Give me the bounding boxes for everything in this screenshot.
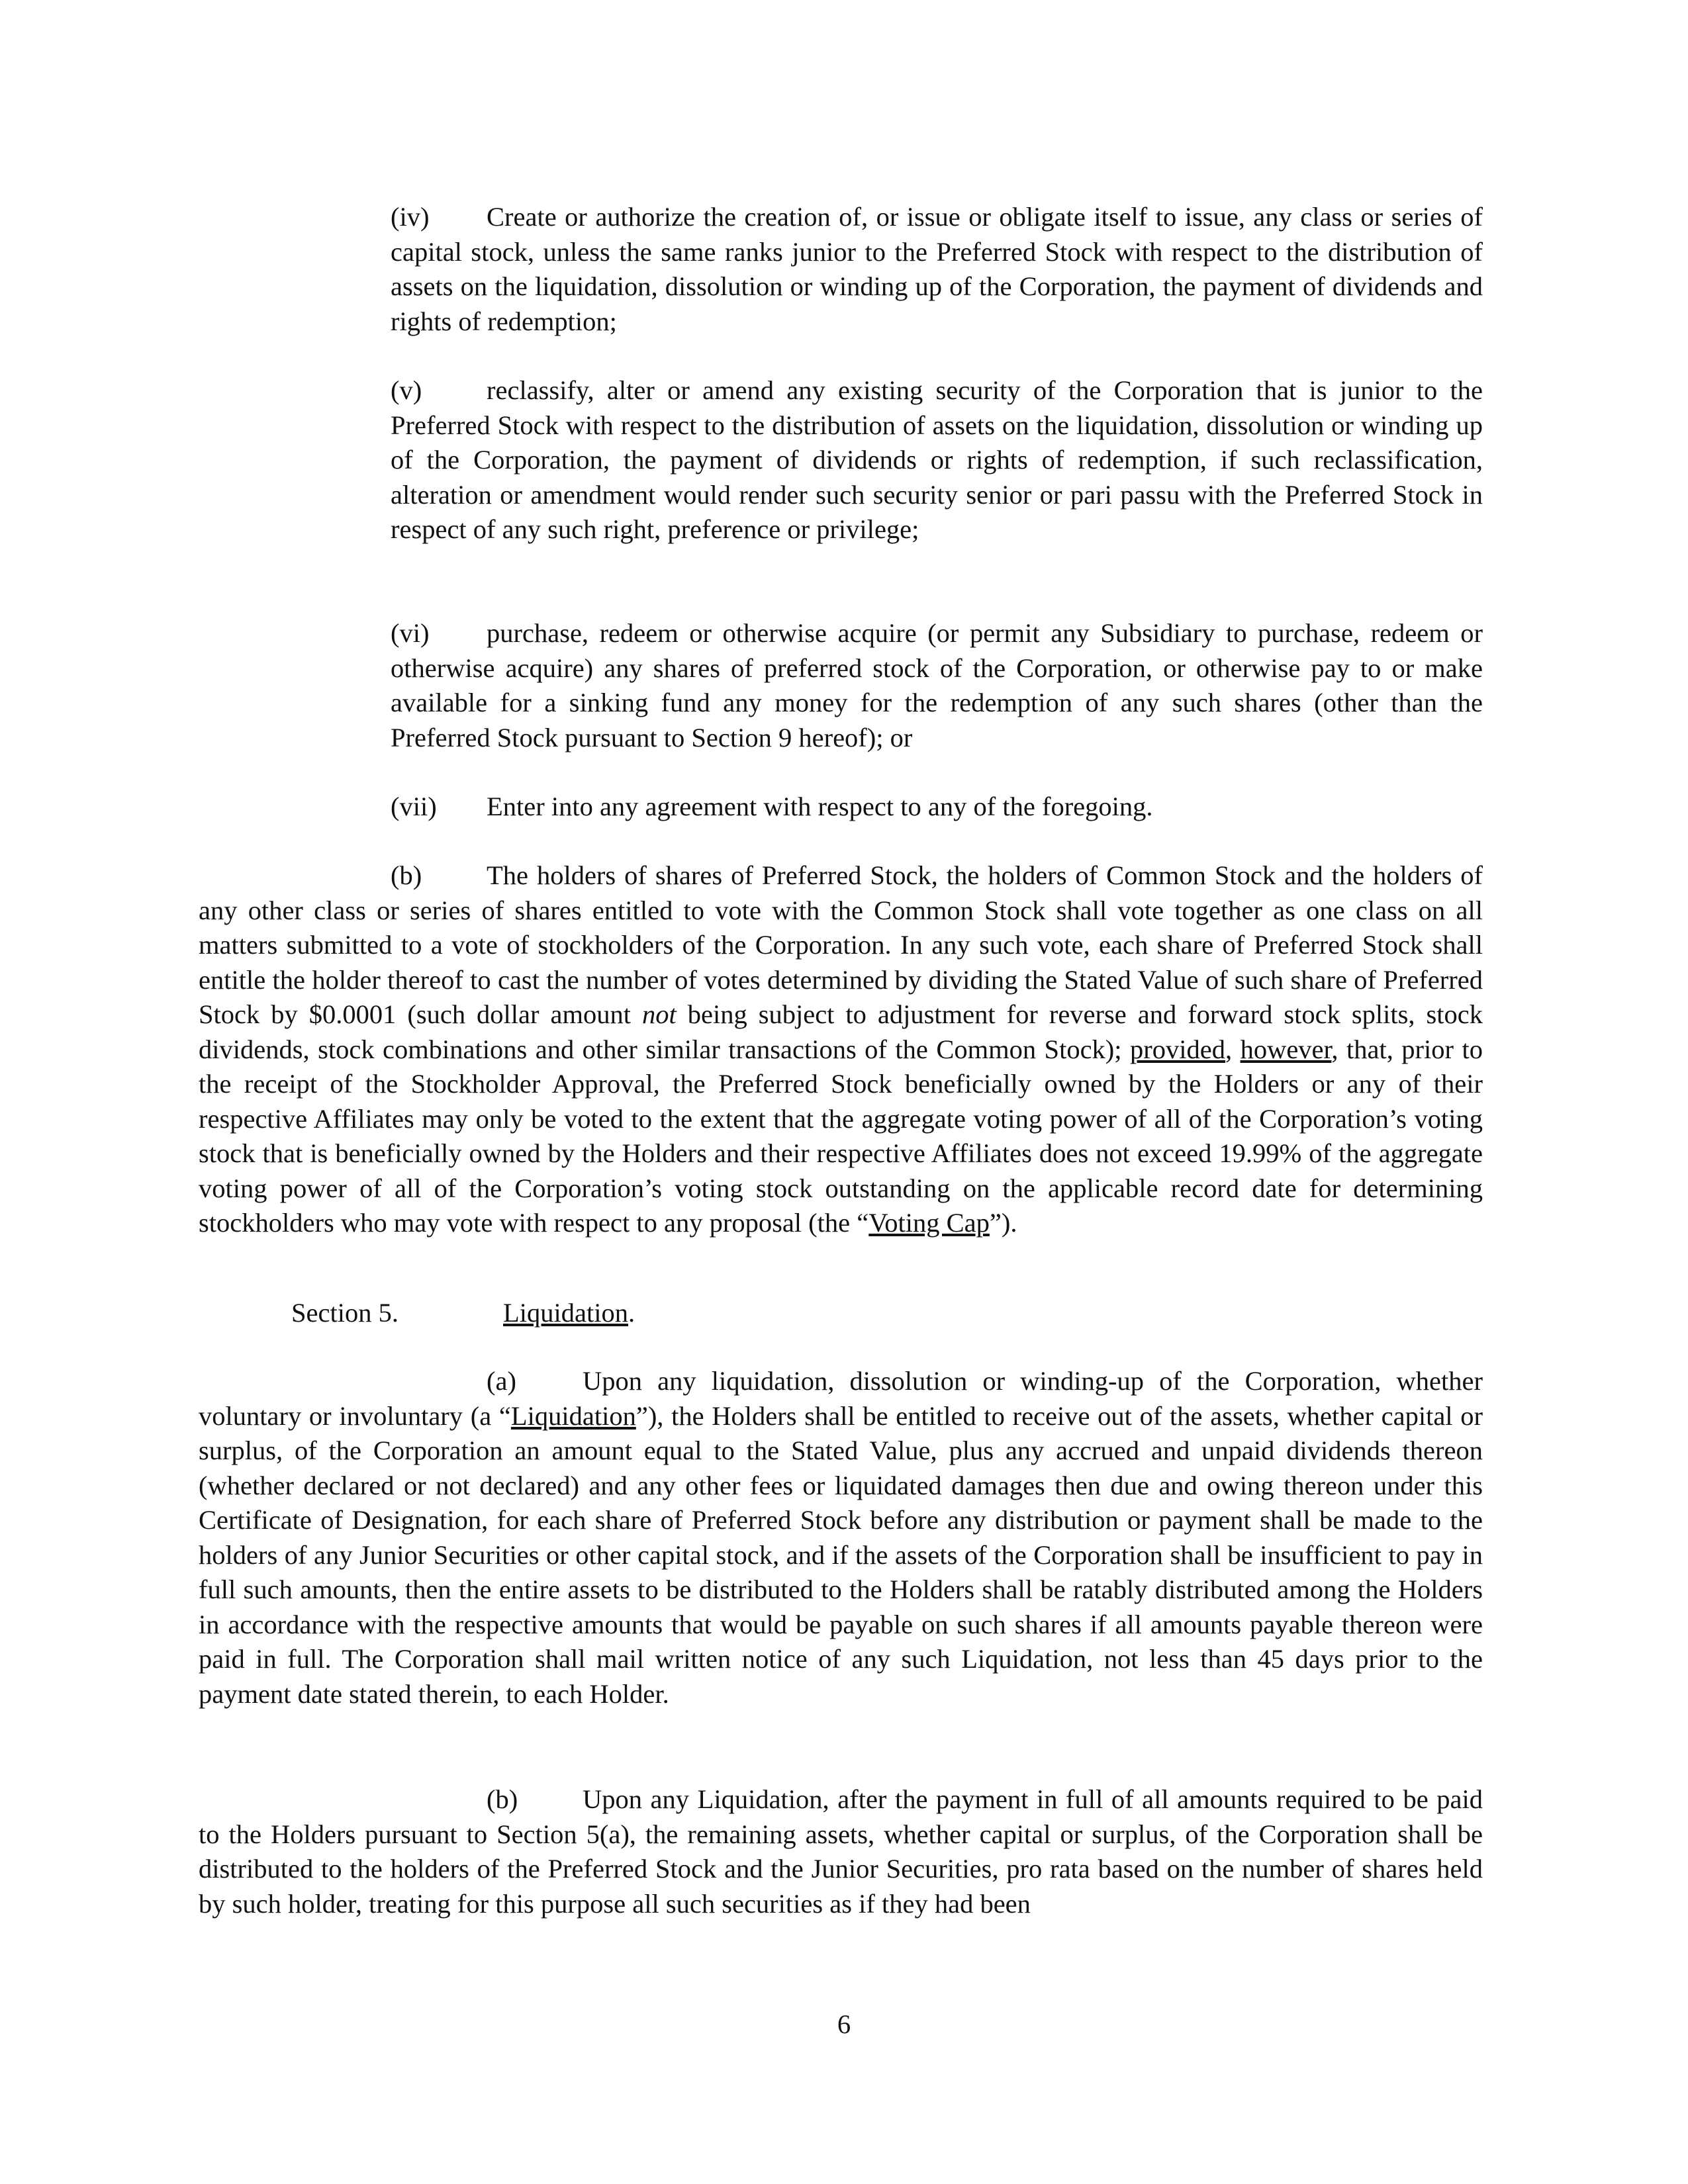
clause-v-text: reclassify, alter or amend any existing security of the Corporation that is junior to the Preferred Stock with respect to the distribution of assets on the liquidation, dissolution or winding up of the Corporation, the payment of dividends or rights of redemption, if such reclassification, alteration or amendment would render such security senior or pari passu with the Preferred Stock in respect of any such right, preference or privilege; xyxy=(391,375,1483,544)
voting-b-text-4: ”). xyxy=(989,1208,1017,1238)
liquidation-b-label: (b) xyxy=(487,1784,518,1814)
clause-vi xyxy=(391,616,1483,755)
voting-b-comma: , xyxy=(1225,1034,1241,1064)
clause-iv-label: (iv) xyxy=(391,202,430,232)
liquidation-b-text: Upon any Liquidation, after the payment in full of all amounts required to be paid to the Holders pursuant to Section 5(a), the remaining assets, whether capital or surplus, of the Corporation shall be distributed to the holders of the Preferred Stock and the Junior Securities, pro rata based on the number of shares held by such holder, treating for this purpose all such securities as if they had been xyxy=(199,1784,1483,1919)
clause-vi-text: purchase, redeem or otherwise acquire (or permit any Subsidiary to purchase, redeem or otherwise acquire) any shares of preferred stock of the Corporation, or otherwise pay to or make available for a sinking fund any money for the redemption of any such shares (other than the Preferred Stock pursuant to Section 9 hereof); or xyxy=(391,618,1483,752)
voting-b-text-1: The holders of shares of Preferred Stock, the holders of Common Stock and the holders of any other class or series of shares entitled to vote with the Common Stock shall vote together as one class on all matters submitted to a vote of stockholders of the Corporation. In any such vote, each share of Preferred Stock shall entitle the holder thereof to cast the number of votes determined by dividing the Stated Value of such share of Preferred Stock by $0.0001 (such dollar amount xyxy=(199,860,1483,1029)
section-5-title: Liquidation xyxy=(503,1298,628,1328)
voting-b-emphasis: not xyxy=(641,999,677,1029)
page-number: 6 xyxy=(837,2009,851,2039)
voting-b-text-2: being subject to adjustment for reverse and forward stock splits, stock dividends, stock combinations and other similar transactions of the Common Stock); xyxy=(199,999,1483,1064)
clause-vii-label: (vii) xyxy=(391,792,437,821)
liquidation-paragraph-b xyxy=(199,1782,1483,1921)
voting-b-label: (b) xyxy=(391,860,422,890)
liquidation-term: Liquidation xyxy=(510,1400,636,1431)
liquidation-a-text-1: Upon any liquidation, dissolution or winding-up of the Corporation, whether voluntary or involuntary (a “ xyxy=(199,1366,1483,1431)
clause-v xyxy=(391,373,1483,547)
liquidation-a-text-2: ”), the Holders shall be entitled to receive out of the assets, whether capital or surplus, of the Corporation an amount equal to the Stated Value, plus any accrued and unpaid dividends thereon (whether declared or not declared) and any other fees or liquidated damages then due and owing thereon under this Certificate of Designation, for each share of Preferred Stock before any distribution or payment shall be made to the holders of any Junior Securities or other capital stock, and if the assets of the Corporation shall be insufficient to pay in full such amounts, then the entire assets to be distributed to the Holders shall be ratably distributed among the Holders in accordance with the respective amounts that would be payable on such shares if all amounts payable thereon were paid in full. The Corporation shall mail written notice of any such Liquidation, not less than 45 days prior to the payment date stated therein, to each Holder. xyxy=(199,1400,1483,1709)
clause-iv-text: Create or authorize the creation of, or issue or obligate itself to issue, any class or series of capital stock, unless the same ranks junior to the Preferred Stock with respect to the distribution of assets on the liquidation, dissolution or winding up of the Corporation, the payment of dividends and rights of redemption; xyxy=(391,202,1483,336)
clause-iv xyxy=(391,200,1483,339)
clause-vii-text: Enter into any agreement with respect to any of the foregoing. xyxy=(487,792,1153,821)
section-5-title-period: . xyxy=(628,1298,635,1328)
voting-b-text-3: , that, prior to the receipt of the Stockholder Approval, the Preferred Stock beneficially owned by the Holders or any of their respective Affiliates may only be voted to the extent that the aggregate voting power of all of the Corporation’s voting stock that is beneficially owned by the Holders and their respective Affiliates does not exceed 19.99% of the aggregate voting power of all of the Corporation’s voting stock outstanding on the applicable record date for determining stockholders who may vote with respect to any proposal (the “ xyxy=(199,1034,1483,1238)
voting-b-provided: provided xyxy=(1130,1034,1225,1064)
section-5-number: Section 5. xyxy=(291,1298,399,1328)
clause-vi-label: (vi) xyxy=(391,618,430,648)
liquidation-paragraph-a xyxy=(199,1364,1483,1711)
clause-vii xyxy=(391,790,1483,825)
voting-b-however: however xyxy=(1240,1034,1332,1064)
voting-cap-term: Voting Cap xyxy=(868,1208,990,1238)
liquidation-a-label: (a) xyxy=(487,1366,516,1396)
clause-v-label: (v) xyxy=(391,375,422,405)
section-5-heading xyxy=(291,1296,635,1331)
voting-paragraph-b xyxy=(199,858,1483,1241)
